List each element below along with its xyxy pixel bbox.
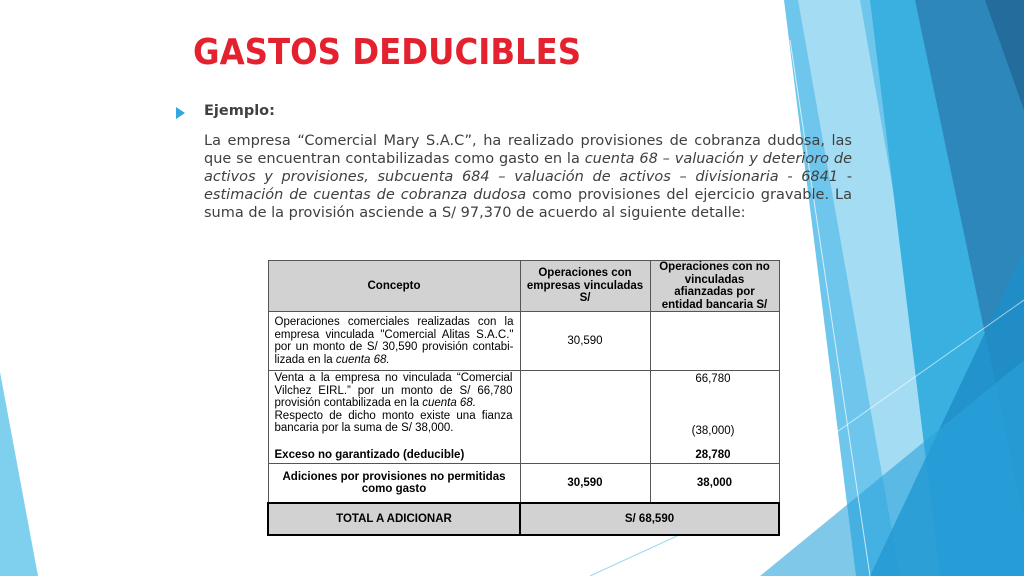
row1-text-italic: cuenta 68.: [335, 353, 390, 366]
header-concepto: Concepto: [268, 261, 520, 312]
row1-vinculadas: 30,590: [520, 312, 650, 371]
header-vinculadas: Operaciones con empresas vinculadas S/: [520, 261, 650, 312]
provisions-table: [267, 260, 780, 536]
row3-no-vinculadas: 38,000: [650, 464, 779, 504]
row2-exceso-label: Exceso no garantizado (deducible): [274, 448, 465, 461]
header-no-vinculadas: Operaciones con no vinculadas afianzadas por entidad bancaria S/: [650, 261, 779, 312]
paragraph-italic-part: cuenta 68 – valuación y deterioro de activos y provisiones, subcuenta 684 – valuación de activos – divisionaria - 6841 - estimación de cuentas de cobranza dudosa: [204, 151, 853, 203]
row2-value-b: (38,000): [691, 425, 735, 437]
table-row: [268, 464, 779, 504]
body-paragraph: [204, 132, 852, 222]
row2-concept: [268, 371, 520, 464]
table-row: [268, 312, 779, 371]
row1-no-vinculadas: [650, 312, 779, 371]
row2-text2: Respecto de dicho monto existe una fianza bancaria por la suma de S/ 38,000.: [274, 409, 513, 434]
total-label: TOTAL A ADICIONAR: [268, 503, 520, 535]
row2-text-italic: cuenta 68.: [422, 397, 476, 409]
table-header-row: [268, 261, 779, 312]
row2-value-c: 28,780: [695, 448, 731, 461]
row1-text: Operaciones comerciales realizadas con la empresa vinculada "Comercial Alitas S.A.C." por un monto de S/ 30,590 provisión contabi-lizada en la: [274, 316, 514, 366]
row1-concept: [268, 312, 520, 371]
left-corner-shape: [0, 372, 38, 576]
row2-text: Venta a la empresa no vinculada “Comercial Vilchez EIRL.” por un monto de S/ 66,780 provisión contabilizada en la: [274, 372, 513, 409]
row2-value-a: 66,780: [695, 373, 731, 385]
row2-vinculadas: [520, 371, 650, 464]
paragraph-part-1: La empresa “Comercial Mary S.A.C”, ha realizado provisiones de cobranza dudosa, las que se encuentran contabilizadas como gasto en la: [204, 133, 852, 167]
row3-label: Adiciones por provisiones no permitidas como gasto: [268, 464, 520, 504]
total-value: S/ 68,590: [520, 503, 779, 535]
row2-no-vinculadas: [650, 371, 779, 464]
row3-vinculadas: 30,590: [520, 464, 650, 504]
bullet-label: Ejemplo:: [204, 103, 275, 119]
bullet-arrow-icon: [176, 107, 185, 119]
paragraph-part-3: como provisiones del ejercicio gravable. La suma de la provisión asciende a S/ 97,370 de acuerdo al siguiente detalle:: [204, 187, 852, 221]
table-total-row: [268, 503, 779, 535]
deco-line: [590, 530, 690, 576]
table-row: [268, 371, 779, 464]
slide-title: GASTOS DEDUCIBLES: [193, 32, 582, 73]
